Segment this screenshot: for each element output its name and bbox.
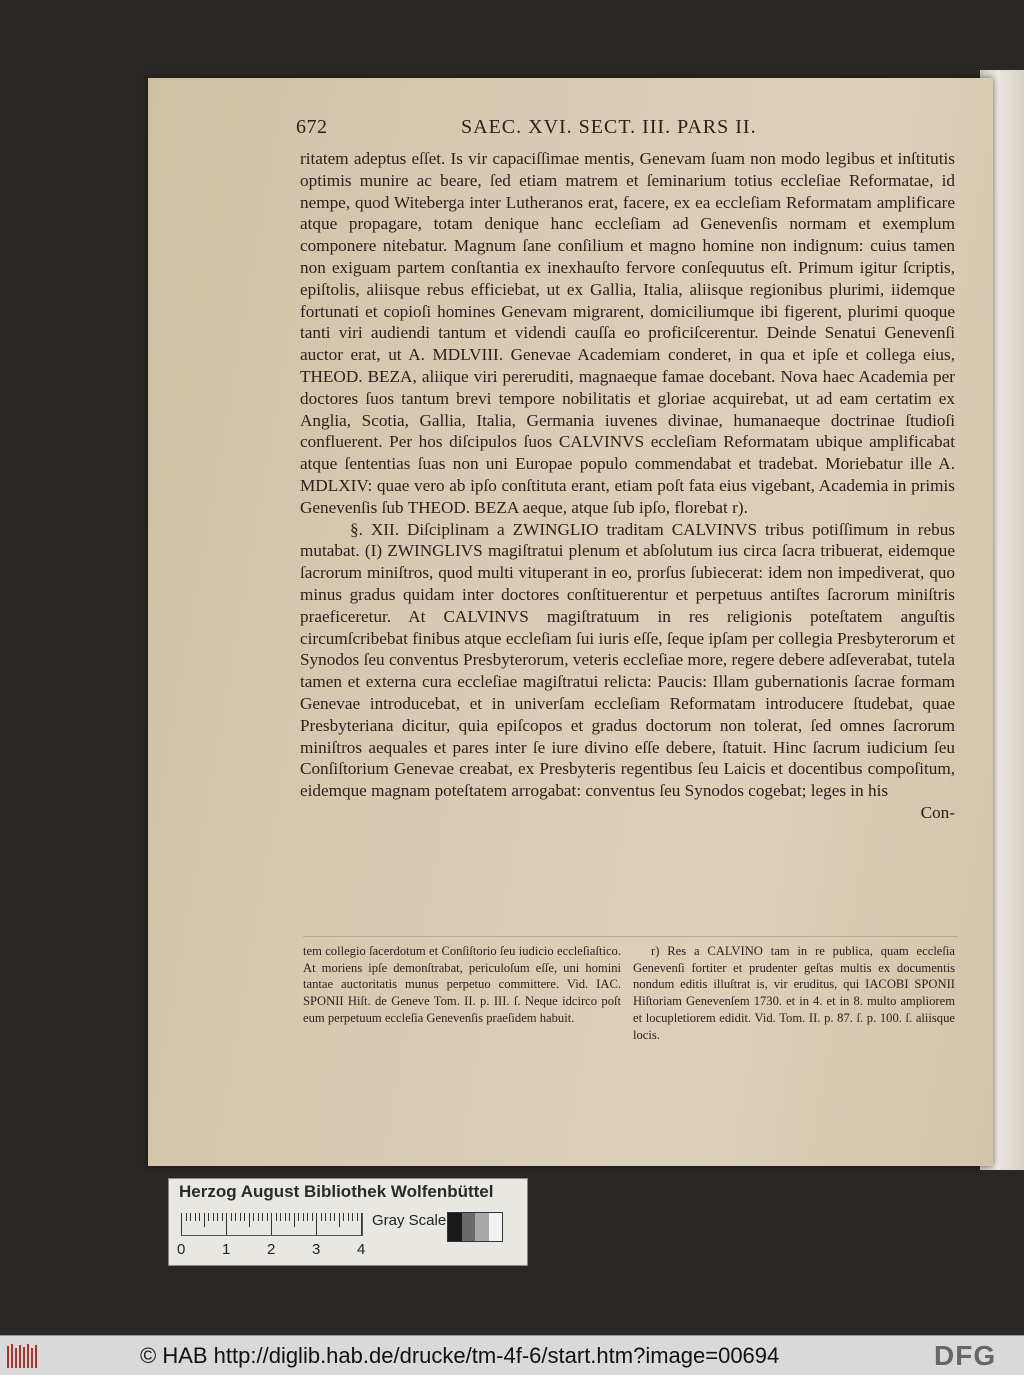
gray-swatch (462, 1213, 476, 1241)
ruler-tick (316, 1213, 317, 1235)
main-text (300, 148, 955, 824)
ruler-tick (231, 1213, 232, 1221)
ruler-tick (213, 1213, 214, 1221)
ruler-tick (276, 1213, 277, 1221)
ruler-number: 1 (222, 1241, 231, 1258)
library-name: Herzog August Bibliothek Wolfenbüttel (179, 1182, 494, 1201)
footnote-left (303, 943, 621, 1027)
ruler-tick (208, 1213, 209, 1221)
ruler-tick (352, 1213, 353, 1221)
ruler-tick (321, 1213, 322, 1221)
ruler-tick (271, 1213, 272, 1235)
ruler-tick (285, 1213, 286, 1221)
ruler-tick (186, 1213, 187, 1221)
ruler-tick (240, 1213, 241, 1221)
footnote-right-text: r) Res a CALVINO tam in re publica, quam eccleſia Genevenſi fortiter et prudenter geſtas multis ex documentis nondum editis illuſtrat is, vir eruditus, qui IACOBI SPONII Hiſtoriam Genevenſem 1730. et in 4. et in 8. multo ampliorem et locupletiorem edidit. Vid. Tom. II. p. 87. ſ. p. 100. ſ. aliisque locis. (633, 944, 955, 1042)
paragraph-2: §. XII. Diſciplinam a ZWINGLIO traditam CALVINVS tribus potiſſimum in rebus mutabat. (I) ZWINGLIVS magiſtratui plenum et abſolutum ius circa ſacra tribuerat, eidemque ſacrorum miniſtros, quod multi vituperant in eo, prorſus ſubiecerat: idem non impediverat, quo minus gradus quidam inter doctores conſtituerentur et perpetuus antiſtes ſacrorum miniſtris praeficeretur. At CALVINVS magiſtratuum in res religionis poteſtatem anguſtis circumſcribebat finibus atque eccleſiam ſui iuris eſſe, ſeque ipſam per collegia Presbyterorum et Synodos ſeu conventus Presbyterorum, veteris eccleſiae more, regere debere adſeverabat, tutela tamen et externa cura eccleſiae magiſtratui relicta: Paucis: Illam gubernationis ſacrae formam Genevae introducebat, et in univerſam eccleſiam Reformatam introducere ſtudebat, quae Presbyteriana dicitur, quia epiſcopos et gradus doctorum non tolerat, ſed omnes ſacrorum miniſtros aequales et pares inter ſe iure divino eſſe debere, ſtatuit. Hinc ſacrum iudicium ſeu Conſiſtorium Genevae creabat, ex Presbyteris regentibus ſeu Laicis et docentibus compoſitum, eidemque magnam poteſtatem arrogabat: conventus ſeu Synodos cogebat; leges in his (300, 519, 955, 801)
ruler-tick (361, 1213, 362, 1235)
ruler-tick (267, 1213, 268, 1221)
ruler-tick (195, 1213, 196, 1221)
ruler-tick (235, 1213, 236, 1221)
gray-swatch (475, 1213, 489, 1241)
ruler-tick (334, 1213, 335, 1221)
ruler-number: 4 (357, 1241, 366, 1258)
paragraph-1: ritatem adeptus eſſet. Is vir capaciſſimae mentis, Genevam ſuam non modo legibus et inſtitutis optimis munire ac beare, ſed etiam matrem et ſeminarium totius eccleſiae Reformatae, id nempe, quod Witeberga inter Lutheranos erat, facere, ex ea eccleſiam Reformatam amplificare atque propagare, totam denique hanc eccleſiam ad Genevenſis normam et exemplum componere nitebatur. Magnum ſane conſilium et magno homine non indignum: cuius tamen non exiguam partem conſtantia ex inexhauſto fervore conſequutus eſt. Primum igitur ſcriptis, epiſtolis, aliisque rebus efficiebat, ut ex Gallia, Italia, aliisque regionibus plurimi, iidemque fortunati et copioſi homines Genevam migrarent, domiciliumque ibi figerent, plurimi quoque tanti viri audiendi tantum et videndi cauſſa eo proficiſcerentur. Deinde Senatui Genevenſi auctor erat, ut A. MDLVIII. Genevae Academiam conderet, in qua et ipſe et collega eius, THEOD. BEZA, aliique viri pereruditi, magnaeque famae docebant. Nova haec Academia per doctores ſuos tantum brevi tempore nobilitatis et gloriae acquirebat, ut ad eam certatim ex Anglia, Scotia, Gallia, Italia, Germania iuvenes divinae, humanaeque doctrinae ſtudioſi confluerent. Per hos diſcipulos ſuos CALVINVS eccleſiam Reformatam ubique amplificabat atque ſententias ſuas non uni Europae populo commendabat et tradebat. Moriebatur ille A. MDLXIV: quae vero ab ipſo conſtituta erant, etiam poſt fata eius vigebant, Academia in primis Genevenſis ſub THEOD. BEZA aeque, atque ſub ipſo, florebat r). (300, 149, 955, 517)
ruler-tick (262, 1213, 263, 1221)
source-url-link[interactable]: © HAB http://diglib.hab.de/drucke/tm-4f-6/start.htm?image=00694 (140, 1343, 780, 1368)
ruler-tick (226, 1213, 227, 1235)
gray-swatch (448, 1213, 462, 1241)
ruler-tick (312, 1213, 313, 1221)
ruler-tick (298, 1213, 299, 1221)
ruler-tick (289, 1213, 290, 1221)
ruler-tick (280, 1213, 281, 1221)
ruler-tick (348, 1213, 349, 1221)
hab-logo-icon (6, 1342, 40, 1370)
ruler-tick (330, 1213, 331, 1221)
ruler-tick (249, 1213, 250, 1227)
footer-bar (0, 1335, 1024, 1375)
ruler-tick (217, 1213, 218, 1221)
ruler-tick (204, 1213, 205, 1227)
ruler-tick (258, 1213, 259, 1221)
ruler-scale (181, 1213, 371, 1237)
running-header (296, 116, 796, 144)
ruler-tick (325, 1213, 326, 1221)
ruler-tick (199, 1213, 200, 1221)
footnote-divider (303, 936, 958, 937)
ruler-tick (190, 1213, 191, 1221)
footnotes (303, 943, 958, 1083)
book-page (148, 78, 993, 1166)
catchword: Con- (920, 802, 955, 822)
ruler-tick (343, 1213, 344, 1221)
ruler-tick (294, 1213, 295, 1227)
gray-swatch (489, 1213, 503, 1241)
color-scale-card (168, 1178, 528, 1266)
ruler-number: 0 (177, 1241, 186, 1258)
gray-scale-label: Gray Scale (372, 1212, 447, 1229)
ruler-tick (339, 1213, 340, 1227)
ruler-tick (303, 1213, 304, 1221)
ruler-tick (244, 1213, 245, 1221)
ruler-tick (253, 1213, 254, 1221)
ruler-number: 3 (312, 1241, 321, 1258)
gray-scale-swatches (447, 1212, 503, 1242)
ruler-tick (181, 1213, 182, 1235)
ruler-tick (222, 1213, 223, 1221)
page-number: 672 (296, 116, 328, 138)
ruler-number: 2 (267, 1241, 276, 1258)
running-title: SAEC. XVI. SECT. III. PARS II. (461, 116, 757, 138)
dfg-logo: DFG (934, 1340, 997, 1371)
footnote-right (633, 943, 955, 1043)
ruler-tick (357, 1213, 358, 1221)
footnote-left-text: tem collegio ſacerdotum et Conſiſtorio ſeu iudicio eccleſiaſtico. At moriens ipſe demonſtrabat, periculoſum eſſe, uni homini tantae auctoritatis munus perpetuo committere. Vid. IAC. SPONII Hiſt. de Geneve Tom. II. p. III. ſ. Neque idcirco poſt eum perpetuum eccleſia Genevenſis praeſidem habuit. (303, 944, 621, 1025)
ruler-tick (307, 1213, 308, 1221)
